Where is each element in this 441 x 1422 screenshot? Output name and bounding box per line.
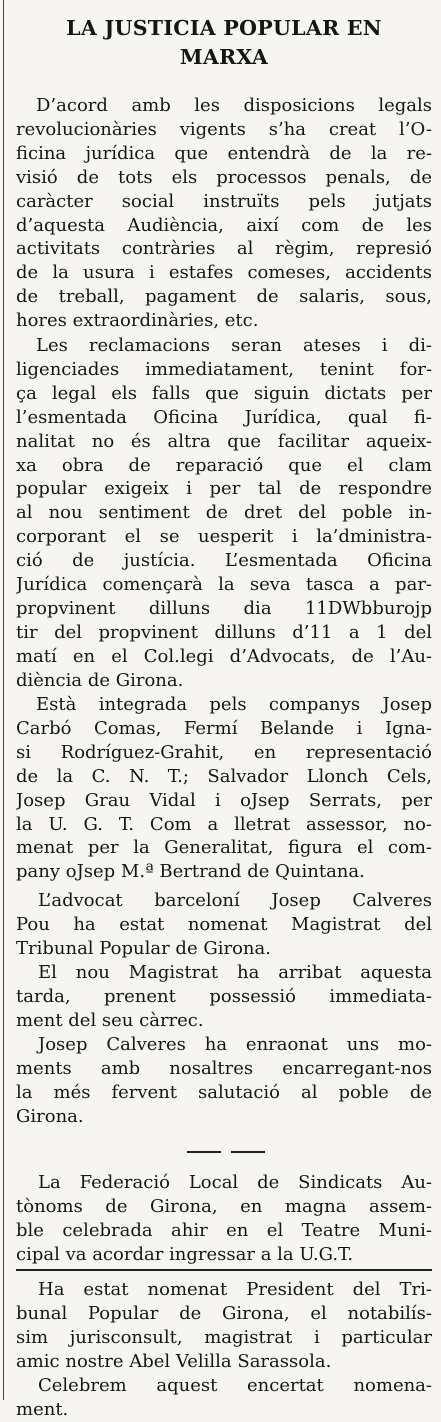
- text-line: ment del seu càrrec.: [16, 1009, 204, 1031]
- text-line: popular exigeix i per tal de respondre: [16, 478, 432, 500]
- text-line: Carbó Comas, Fermí Belande i Igna-: [16, 717, 432, 739]
- text-line: L’advocat barceloní Josep Calveres: [38, 890, 432, 911]
- title-line-1: LA JUSTICIA POPULAR EN: [66, 16, 382, 40]
- text-line: xa obra de reparació que el clam: [16, 454, 432, 476]
- text-line: Girona.: [16, 1105, 84, 1127]
- text-line: corporant el se uesperit i la’dministra-: [16, 526, 432, 548]
- text-line: ficina jurídica que entendrà de la re-: [16, 142, 432, 164]
- section-separator-short-2: [231, 1151, 265, 1153]
- text-line: la U. G. T. Com a lletrat assessor, no-: [16, 813, 432, 835]
- text-line: bunal Popular de Girona, el notabilís-: [16, 1302, 432, 1324]
- text-line: de la usura i estafes comeses, accidents: [16, 262, 432, 284]
- text-line: ció de justícia. L’esmentada Oficina: [16, 550, 432, 572]
- calveres-paragraph-2: [16, 961, 432, 1033]
- text-line: Jurídica començarà la seva tasca a par-: [16, 574, 432, 596]
- text-line: propvinent dilluns dia 11DWbburojp: [16, 597, 432, 619]
- text-line: El nou Magistrat ha arribat aquesta: [38, 962, 432, 983]
- text-line: ça legal els falls que siguin dictats per: [16, 382, 432, 404]
- text-line: hores extraordinàries, etc.: [16, 310, 259, 332]
- text-line: pany oJsep M.ª Bertrand de Quintana.: [16, 861, 365, 883]
- section-separator-short-1: [187, 1151, 221, 1153]
- text-line: ment.: [16, 1398, 69, 1420]
- text-line: d’aquesta Audiència, així com de les: [16, 214, 432, 236]
- text-line: menat per la Generalitat, figura el com-: [16, 837, 432, 859]
- article-paragraph-3: [16, 693, 432, 884]
- president-paragraph-1: [16, 1278, 432, 1374]
- text-line: Pou ha estat nomenat Magistrat del: [16, 913, 432, 935]
- text-line: sim jurisconsult, magistrat i particular: [16, 1326, 432, 1348]
- text-line: ligenciades immediatament, tenint for-: [16, 358, 432, 380]
- calveres-paragraph-1: [16, 889, 432, 961]
- calveres-paragraph-3: [16, 1033, 432, 1129]
- text-line: Les reclamacions seran ateses i di-: [36, 335, 432, 356]
- federacio-paragraph-1: [16, 1171, 432, 1267]
- president-paragraph-2: [16, 1374, 432, 1422]
- text-line: cipal va acordar ingressar a la U.G.T.: [16, 1243, 354, 1265]
- left-column-rule: [3, 0, 4, 1400]
- text-line: al nou sentiment de dret del poble in-: [16, 502, 432, 524]
- section-separator-long: [16, 1269, 432, 1271]
- article-paragraph-1: [16, 94, 432, 333]
- text-line: de la C. N. T.; Salvador Llonch Cels,: [16, 765, 432, 787]
- text-line: activitats contràries al règim, represió: [16, 238, 432, 260]
- text-line: revolucionàries vigents s’ha creat l’O-: [16, 118, 432, 140]
- text-line: visió de tots els processos penals, de: [16, 166, 432, 188]
- text-line: ments amb nosaltres encarregant-nos: [16, 1057, 432, 1079]
- text-line: de treball, pagament de salaris, sous,: [16, 286, 432, 308]
- text-line: l’esmentada Oficina Jurídica, qual fi-: [16, 406, 432, 428]
- text-line: matí en el Col.legi d’Advocats, de l’Au-: [16, 645, 432, 667]
- text-line: ble celebrada ahir en el Teatre Muni-: [16, 1219, 432, 1241]
- text-line: Està integrada pels companys Josep: [36, 694, 432, 715]
- text-line: La Federació Local de Sindicats Au-: [38, 1172, 432, 1193]
- article-title: [16, 14, 432, 72]
- title-line-2: MARXA: [179, 45, 269, 69]
- text-line: caràcter social instruïts pels jutjats: [16, 190, 432, 212]
- text-line: D’acord amb les disposicions legals: [36, 95, 432, 116]
- article-paragraph-2: [16, 334, 432, 693]
- text-line: nalitat no és altra que facilitar aqueix-: [16, 430, 432, 452]
- text-line: Ha estat nomenat President del Tri-: [38, 1279, 432, 1300]
- text-line: tònoms de Girona, en magna assem-: [16, 1195, 432, 1217]
- text-line: tir del propvinent dilluns d’11 a 1 del: [16, 621, 432, 643]
- text-line: Celebrem aquest encertat nomena-: [38, 1375, 432, 1396]
- text-line: la més fervent salutació al poble de: [16, 1081, 432, 1103]
- text-line: si Rodríguez-Grahit, en representació: [16, 741, 432, 763]
- text-line: amic nostre Abel Velilla Sarassola.: [16, 1350, 332, 1372]
- text-line: Tribunal Popular de Girona.: [16, 937, 271, 959]
- text-line: tarda, prenent possessió immediata-: [16, 985, 432, 1007]
- text-line: Josep Grau Vidal i oJsep Serrats, per: [16, 789, 432, 811]
- text-line: Josep Calveres ha enraonat uns mo-: [38, 1034, 432, 1055]
- text-line: diència de Girona.: [16, 669, 184, 691]
